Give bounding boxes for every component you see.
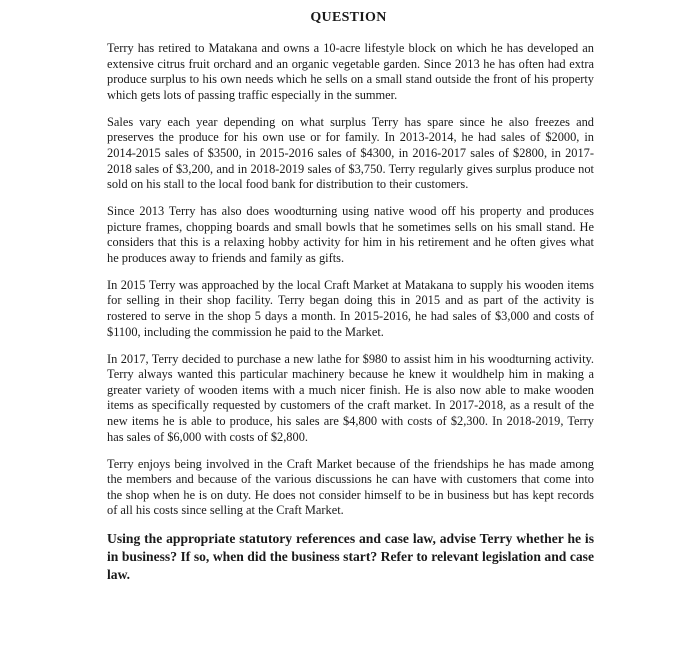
paragraph-craft-market: In 2015 Terry was approached by the local Craft Market at Matakana to supply his wooden items for selling in their shop facility. Terry began doing this in 2015 and as part of the activity is rostered to serve in the shop 5 days a month. In 2015-2016, he had sales of $3,000 and costs of $1100, including the commission he paid to the Market. <box>107 277 594 339</box>
paragraph-lathe: In 2017, Terry decided to purchase a new lathe for $980 to assist him in his woodturning activity. Terry always wanted this particular machinery because he knew it wouldhelp him in making a greater variety of wooden items with a much nicer finish. He is also now able to make wooden items as specifically requested by customers of the craft market. In 2017-2018, as a result of the new items he is able to produce, his sales are $4,800 with costs of $2,300. In 2018-2019, Terry has sales of $6,000 with costs of $2,800. <box>107 351 594 444</box>
paragraph-woodturning: Since 2013 Terry has also does woodturning using native wood off his property and produces picture frames, chopping boards and small bowls that he sometimes sells on his small stand. He considers that this is a relaxing hobby activity for him in his retirement and he often gives what he produces away to friends and family as gifts. <box>107 204 594 265</box>
paragraph-intro: Terry has retired to Matakana and owns a 10-acre lifestyle block on which he has developed an extensive citrus fruit orchard and an organic vegetable garden. Since 2013 he has often had extra produce surplus to his own needs which he sells on a small stand outside the front of his property which gets lots of passing traffic especially in the summer. <box>107 41 594 102</box>
question-prompt: Using the appropriate statutory references and case law, advise Terry whether he is in business? If so, when did the business start? Refer to relevant legislation and case law. <box>107 531 594 583</box>
paragraph-enjoyment: Terry enjoys being involved in the Craft Market because of the friendships he has made among the members and because of the various discussions he can have with customers that come into the shop when he is on duty. He does not consider himself to be in business but has kept records of all his costs since selling at the Craft Market. <box>107 456 594 518</box>
paragraph-sales: Sales vary each year depending on what surplus Terry has spare since he also freezes and preserves the produce for his own use or for family. In 2013-2014, he had sales of $2000, in 2014-2015 sales of $3500, in 2015-2016 sales of $4300, in 2016-2017 sales of $2800, in 2017-2018 sales of $3,200, and in 2018-2019 sales of $3,750. Terry regularly gives surplus produce not sold on his stall to the local food bank for distribution to their customers. <box>107 114 594 192</box>
document-page <box>107 10 594 584</box>
page-heading: QUESTION <box>310 10 387 25</box>
